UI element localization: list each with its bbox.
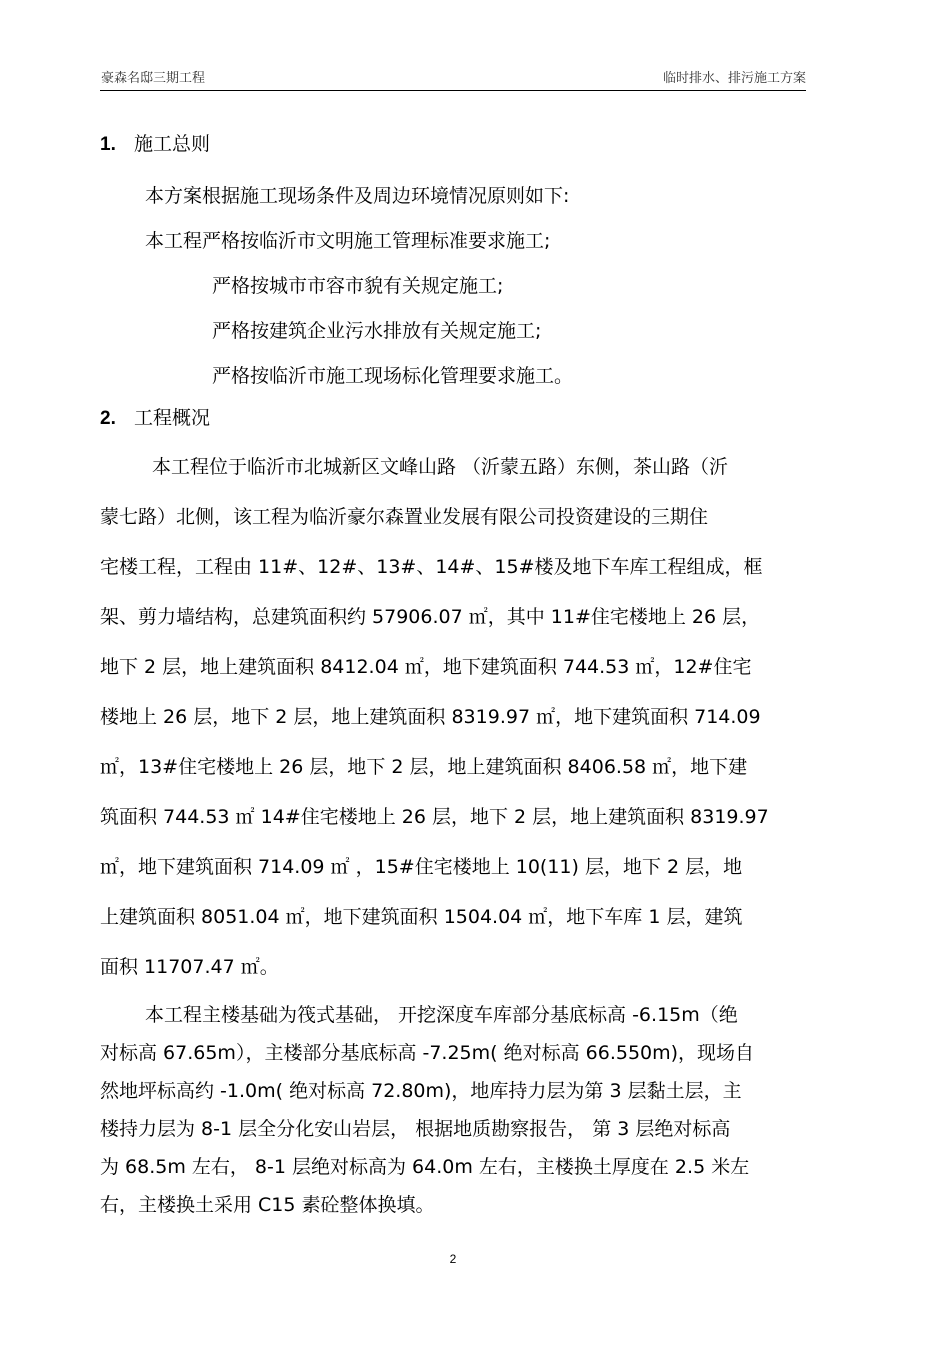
paragraph-1-line: 地下 2 层，地上建筑面积 8412.04 ㎡，地下建筑面积 744.53 ㎡，12#住宅 bbox=[100, 656, 752, 678]
paragraph-1-line: 面积 11707.47 ㎡。 bbox=[100, 956, 279, 978]
header-doc-title: 临时排水、排污施工方案 bbox=[662, 71, 806, 86]
paragraph-1-line: ㎡，地下建筑面积 714.09 ㎡ ，15#住宅楼地上 10(11) 层，地下 2 层，地 bbox=[100, 856, 743, 878]
paragraph-1-line: 本工程位于临沂市北城新区文峰山路 （沂蒙五路）东侧，茶山路（沂 bbox=[152, 456, 729, 478]
section-1-title: 施工总则 bbox=[134, 133, 211, 155]
paragraph-1-line: 宅楼工程，工程由 11#、12#、13#、14#、15#楼及地下车库工程组成，框 bbox=[100, 556, 763, 578]
section-2-title: 工程概况 bbox=[134, 407, 211, 429]
section-1-heading bbox=[100, 132, 210, 157]
paragraph-1-line: 楼地上 26 层，地下 2 层，地上建筑面积 8319.97 ㎡，地下建筑面积 714.09 bbox=[100, 706, 761, 728]
section-1-line: 严格按城市市容市貌有关规定施工; bbox=[212, 275, 504, 297]
section-2-number: 2. bbox=[100, 408, 116, 429]
section-2-heading bbox=[100, 406, 210, 431]
paragraph-1-line: 筑面积 744.53 ㎡ 14#住宅楼地上 26 层，地下 2 层，地上建筑面积 8319.97 bbox=[100, 806, 769, 828]
paragraph-2-line: 对标高 67.65m），主楼部分基底标高 -7.25m( 绝对标高 66.550m)，现场自 bbox=[100, 1042, 755, 1064]
section-1-line: 严格按建筑企业污水排放有关规定施工; bbox=[212, 320, 542, 342]
page-number: 2 bbox=[449, 1252, 457, 1266]
section-1-number: 1. bbox=[100, 134, 116, 155]
paragraph-1-line: ㎡，13#住宅楼地上 26 层，地下 2 层，地上建筑面积 8406.58 ㎡，地下建 bbox=[100, 756, 748, 778]
section-1-line: 严格按临沂市施工现场标化管理要求施工。 bbox=[212, 365, 574, 387]
paragraph-2-line: 右，主楼换土采用 C15 素砼整体换填。 bbox=[100, 1194, 435, 1216]
paragraph-1-line: 蒙七路）北侧，该工程为临沂豪尔森置业发展有限公司投资建设的三期住 bbox=[100, 506, 709, 528]
paragraph-2-line: 楼持力层为 8-1 层全分化安山岩层， 根据地质勘察报告， 第 3 层绝对标高 bbox=[100, 1118, 731, 1140]
header-project-name: 豪森名邸三期工程 bbox=[101, 71, 206, 86]
section-1-line: 本工程严格按临沂市文明施工管理标准要求施工; bbox=[145, 230, 551, 252]
paragraph-2-line: 本工程主楼基础为筏式基础， 开挖深度车库部分基底标高 -6.15m（绝 bbox=[145, 1004, 738, 1026]
paragraph-2-line: 然地坪标高约 -1.0m( 绝对标高 72.80m)，地库持力层为第 3 层黏土层，主 bbox=[100, 1080, 742, 1102]
section-1-line: 本方案根据施工现场条件及周边环境情况原则如下: bbox=[145, 185, 570, 207]
paragraph-1-line: 架、剪力墙结构，总建筑面积约 57906.07 ㎡，其中 11#住宅楼地上 26 层， bbox=[100, 606, 761, 628]
paragraph-1-line: 上建筑面积 8051.04 ㎡，地下建筑面积 1504.04 ㎡，地下车库 1 层，建筑 bbox=[100, 906, 743, 928]
header-divider bbox=[100, 90, 806, 91]
paragraph-2-line: 为 68.5m 左右， 8-1 层绝对标高为 64.0m 左右，主楼换土厚度在 2.5 米左 bbox=[100, 1156, 750, 1178]
